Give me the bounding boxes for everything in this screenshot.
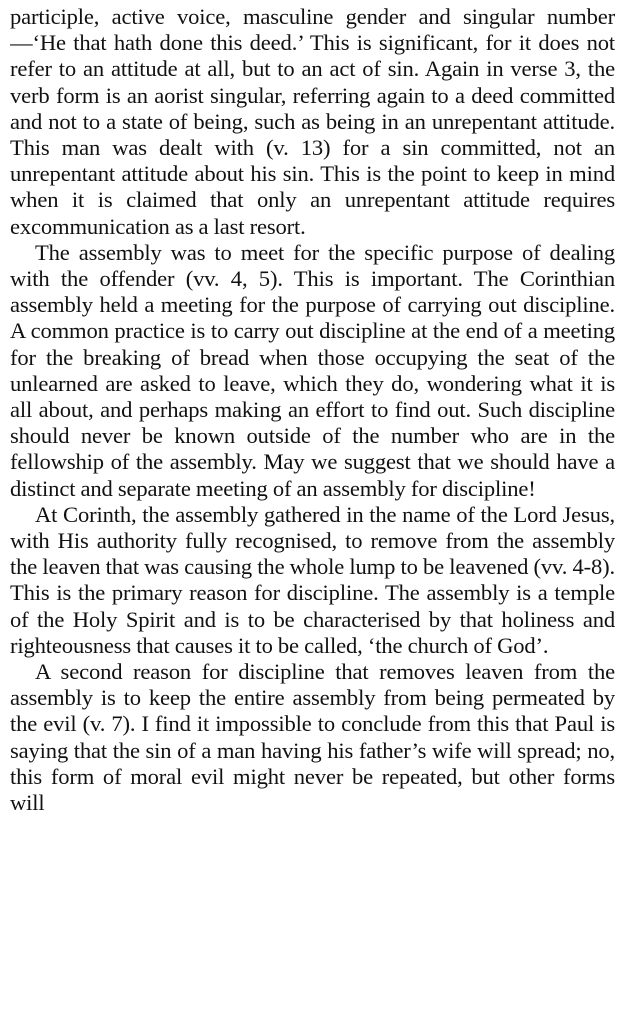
document-page xyxy=(10,4,615,1020)
paragraph-3: At Corinth, the assembly gathered in the name of the Lord Jesus, with His authority fully recognised, to remove from the assembly the leaven that was causing the whole lump to be leavened (vv. 4-8). This is the primary reason for discipline. The assembly is a temple of the Holy Spirit and is to be characterised by that holiness and righteousness that causes it to be called, ‘the church of God’. xyxy=(10,501,615,658)
paragraph-2: The assembly was to meet for the specific purpose of dealing with the offender (vv. 4, 5). This is important. The Corinthian assembly held a meeting for the purpose of carrying out discipline. A common practice is to carry out discipline at the end of a meeting for the breaking of bread when those occupying the seat of the unlearned are asked to leave, which they do, wondering what it is all about, and perhaps making an effort to find out. Such discipline should never be known outside of the number who are in the fellowship of the assembly. May we suggest that we should have a distinct and separate meeting of an assembly for discipline! xyxy=(10,239,615,501)
paragraph-4: A second reason for discipline that removes leaven from the assembly is to keep the entire assembly from being permeated by the evil (v. 7). I find it impossible to conclude from this that Paul is saying that the sin of a man having his father’s wife will spread; no, this form of moral evil might never be repeated, but other forms will xyxy=(10,659,615,816)
paragraph-1: participle, active voice, masculine gender and singular number—‘He that hath done this deed.’ This is significant, for it does not refer to an attitude at all, but to an act of sin. Again in verse 3, the verb form is an aorist singular, referring again to a deed committed and not to a state of being, such as being in an unrepentant attitude. This man was dealt with (v. 13) for a sin committed, not an unrepentant attitude about his sin. This is the point to keep in mind when it is claimed that only an unrepentant attitude requires excommunication as a last resort. xyxy=(10,4,615,239)
